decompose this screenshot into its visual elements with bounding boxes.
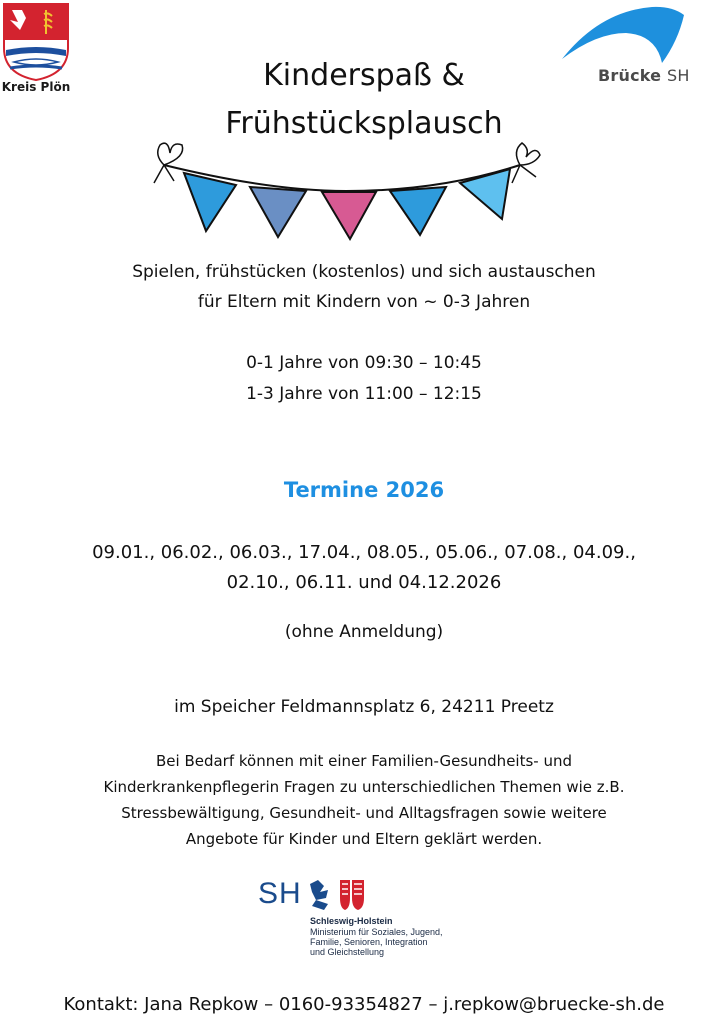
- info-line-2: Kinderkrankenpflegerin Fragen zu unterschiedlichen Themen wie z.B.: [103, 778, 625, 796]
- pennant-4: [390, 187, 446, 235]
- termine-heading: Termine 2026: [283, 478, 445, 502]
- intro-line-1: Spielen, frühstücken (kostenlos) und sich austauschen: [132, 262, 596, 282]
- contact-line: Kontakt: Jana Repkow – 0160-93354827 – j.repkow@bruecke-sh.de: [63, 994, 665, 1015]
- bruecke-suffix: SH: [667, 66, 690, 85]
- pennant-3: [322, 192, 376, 239]
- no-registration-note: (ohne Anmeldung): [284, 622, 444, 642]
- kreis-ploen-label: Kreis Plön: [1, 80, 71, 94]
- bunting-garland-icon: [150, 135, 542, 247]
- title-line-1: Kinderspaß &: [263, 58, 465, 93]
- time-slot-2: 1-3 Jahre von 11:00 – 12:15: [246, 384, 482, 404]
- pennant-5: [460, 169, 510, 219]
- info-line-4: Angebote für Kinder und Eltern geklärt werden.: [185, 830, 543, 848]
- location-text: im Speicher Feldmannsplatz 6, 24211 Preetz: [174, 697, 554, 717]
- sh-ministry-line-3: und Gleichstellung: [310, 947, 385, 957]
- dates-line-2: 02.10., 06.11. und 04.12.2026: [226, 572, 502, 593]
- sh-ministry-line-2: Familie, Senioren, Integration: [310, 937, 428, 947]
- dates-line-1: 09.01., 06.02., 06.03., 17.04., 08.05., 05.06., 07.08., 04.09.,: [92, 542, 636, 563]
- sh-ministry-org: Schleswig-Holstein: [310, 916, 393, 926]
- intro-line-2: für Eltern mit Kindern von ~ 0-3 Jahren: [197, 292, 531, 312]
- info-line-1: Bei Bedarf können mit einer Familien-Gesundheits- und: [155, 752, 572, 770]
- bruecke-brand: Brücke: [598, 66, 662, 85]
- info-line-3: Stressbewältigung, Gesundheit- und Alltagsfragen sowie weitere: [121, 804, 607, 822]
- pennant-2: [250, 187, 306, 237]
- title-line-2: Frühstücksplausch: [225, 106, 503, 141]
- pennant-1: [184, 173, 236, 231]
- sh-ministry-letters: SH: [258, 877, 302, 910]
- bruecke-sh-logo-icon: [560, 5, 686, 65]
- time-slot-1: 0-1 Jahre von 09:30 – 10:45: [246, 353, 482, 373]
- sh-ministry-line-1: Ministerium für Soziales, Jugend,: [310, 927, 443, 937]
- schleswig-holstein-emblem-icon: [306, 878, 366, 912]
